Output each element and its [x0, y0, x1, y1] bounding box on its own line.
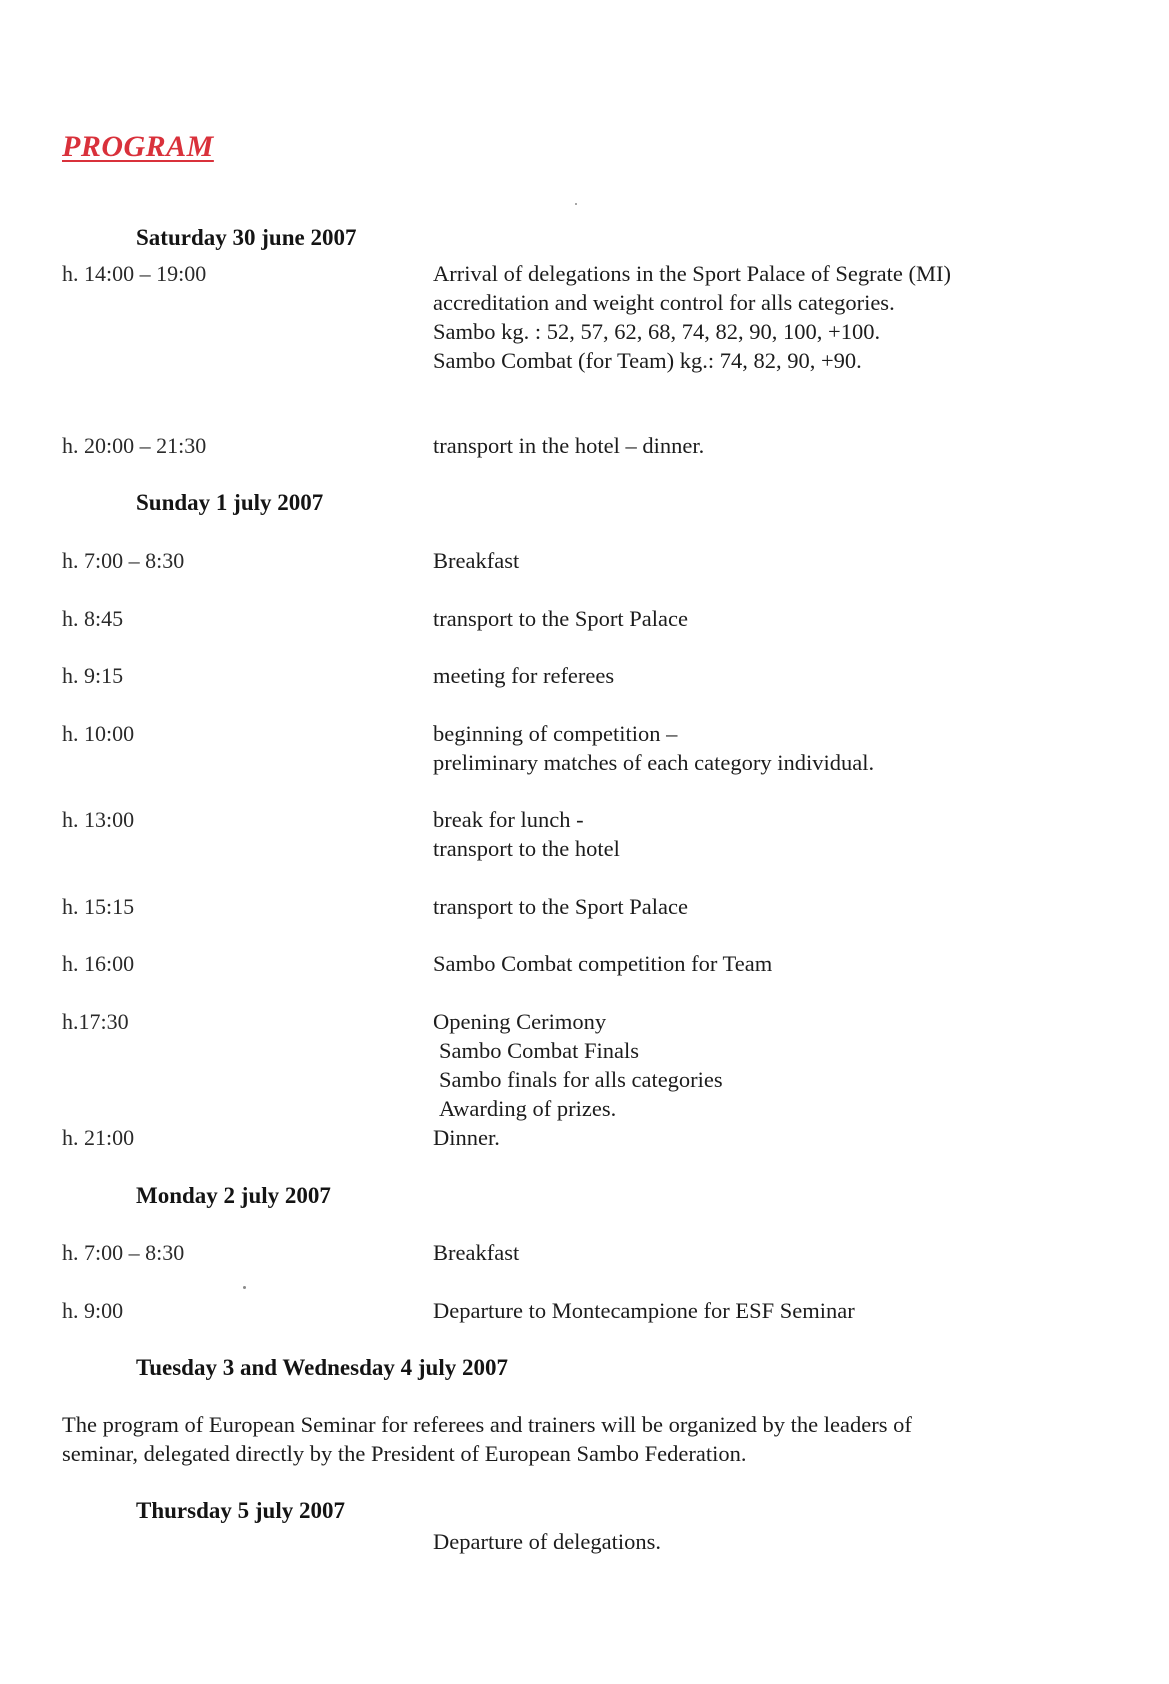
desc-sat-1	[433, 259, 951, 375]
seminar-paragraph	[62, 1410, 1062, 1468]
paragraph-line: seminar, delegated directly by the President of European Sambo Federation.	[62, 1441, 747, 1466]
time-sun-8: h.17:30	[62, 1009, 129, 1034]
desc-line: Sambo Combat Finals	[439, 1038, 640, 1063]
time-sun-6: h. 15:15	[62, 894, 135, 919]
desc-mon-1: Breakfast	[433, 1240, 520, 1265]
page-title: PROGRAM	[62, 130, 214, 163]
day-heading-thursday: Thursday 5 july 2007	[136, 1498, 345, 1523]
desc-line: Sambo Combat (for Team) kg.: 74, 82, 90, +90.	[433, 348, 862, 373]
desc-sun-1: Breakfast	[433, 548, 520, 573]
day-heading-monday: Monday 2 july 2007	[136, 1183, 331, 1208]
desc-line: accreditation and weight control for alls categories.	[433, 290, 895, 315]
time-sun-9: h. 21:00	[62, 1125, 135, 1150]
desc-line: Sambo finals for alls categories	[439, 1067, 723, 1092]
time-sun-2: h. 8:45	[62, 606, 124, 631]
desc-line: beginning of competition –	[433, 721, 678, 746]
scan-speck	[575, 203, 577, 205]
time-sun-1: h. 7:00 – 8:30	[62, 548, 185, 573]
desc-sun-6: transport to the Sport Palace	[433, 894, 688, 919]
desc-sun-5	[433, 805, 620, 863]
time-sun-4: h. 10:00	[62, 721, 135, 746]
time-sat-2: h. 20:00 – 21:30	[62, 433, 207, 458]
time-sun-3: h. 9:15	[62, 663, 124, 688]
scan-speck	[243, 1286, 246, 1289]
time-mon-1: h. 7:00 – 8:30	[62, 1240, 185, 1265]
day-heading-tuesday-wednesday: Tuesday 3 and Wednesday 4 july 2007	[136, 1355, 508, 1380]
desc-mon-2: Departure to Montecampione for ESF Seminar	[433, 1298, 855, 1323]
desc-sun-9: Dinner.	[433, 1125, 500, 1150]
time-sat-1: h. 14:00 – 19:00	[62, 261, 207, 286]
time-sun-5: h. 13:00	[62, 807, 135, 832]
desc-line: break for lunch -	[433, 807, 584, 832]
time-mon-2: h. 9:00	[62, 1298, 124, 1323]
day-heading-sunday: Sunday 1 july 2007	[136, 490, 324, 515]
desc-sun-8	[433, 1007, 723, 1123]
desc-sun-7: Sambo Combat competition for Team	[433, 951, 773, 976]
desc-sat-2: transport in the hotel – dinner.	[433, 433, 705, 458]
desc-line: Awarding of prizes.	[439, 1096, 617, 1121]
desc-thu-1: Departure of delegations.	[433, 1529, 662, 1554]
desc-line: Opening Cerimony	[433, 1009, 607, 1034]
desc-line: Sambo kg. : 52, 57, 62, 68, 74, 82, 90, 100, +100.	[433, 319, 881, 344]
time-sun-7: h. 16:00	[62, 951, 135, 976]
desc-sun-2: transport to the Sport Palace	[433, 606, 688, 631]
desc-line: preliminary matches of each category individual.	[433, 750, 875, 775]
paragraph-line: The program of European Seminar for referees and trainers will be organized by the leaders of	[62, 1412, 912, 1437]
desc-sun-4	[433, 719, 874, 777]
day-heading-saturday: Saturday 30 june 2007	[136, 225, 357, 250]
desc-sun-3: meeting for referees	[433, 663, 615, 688]
desc-line: transport to the hotel	[433, 836, 620, 861]
desc-line: Arrival of delegations in the Sport Palace of Segrate (MI)	[433, 261, 951, 286]
